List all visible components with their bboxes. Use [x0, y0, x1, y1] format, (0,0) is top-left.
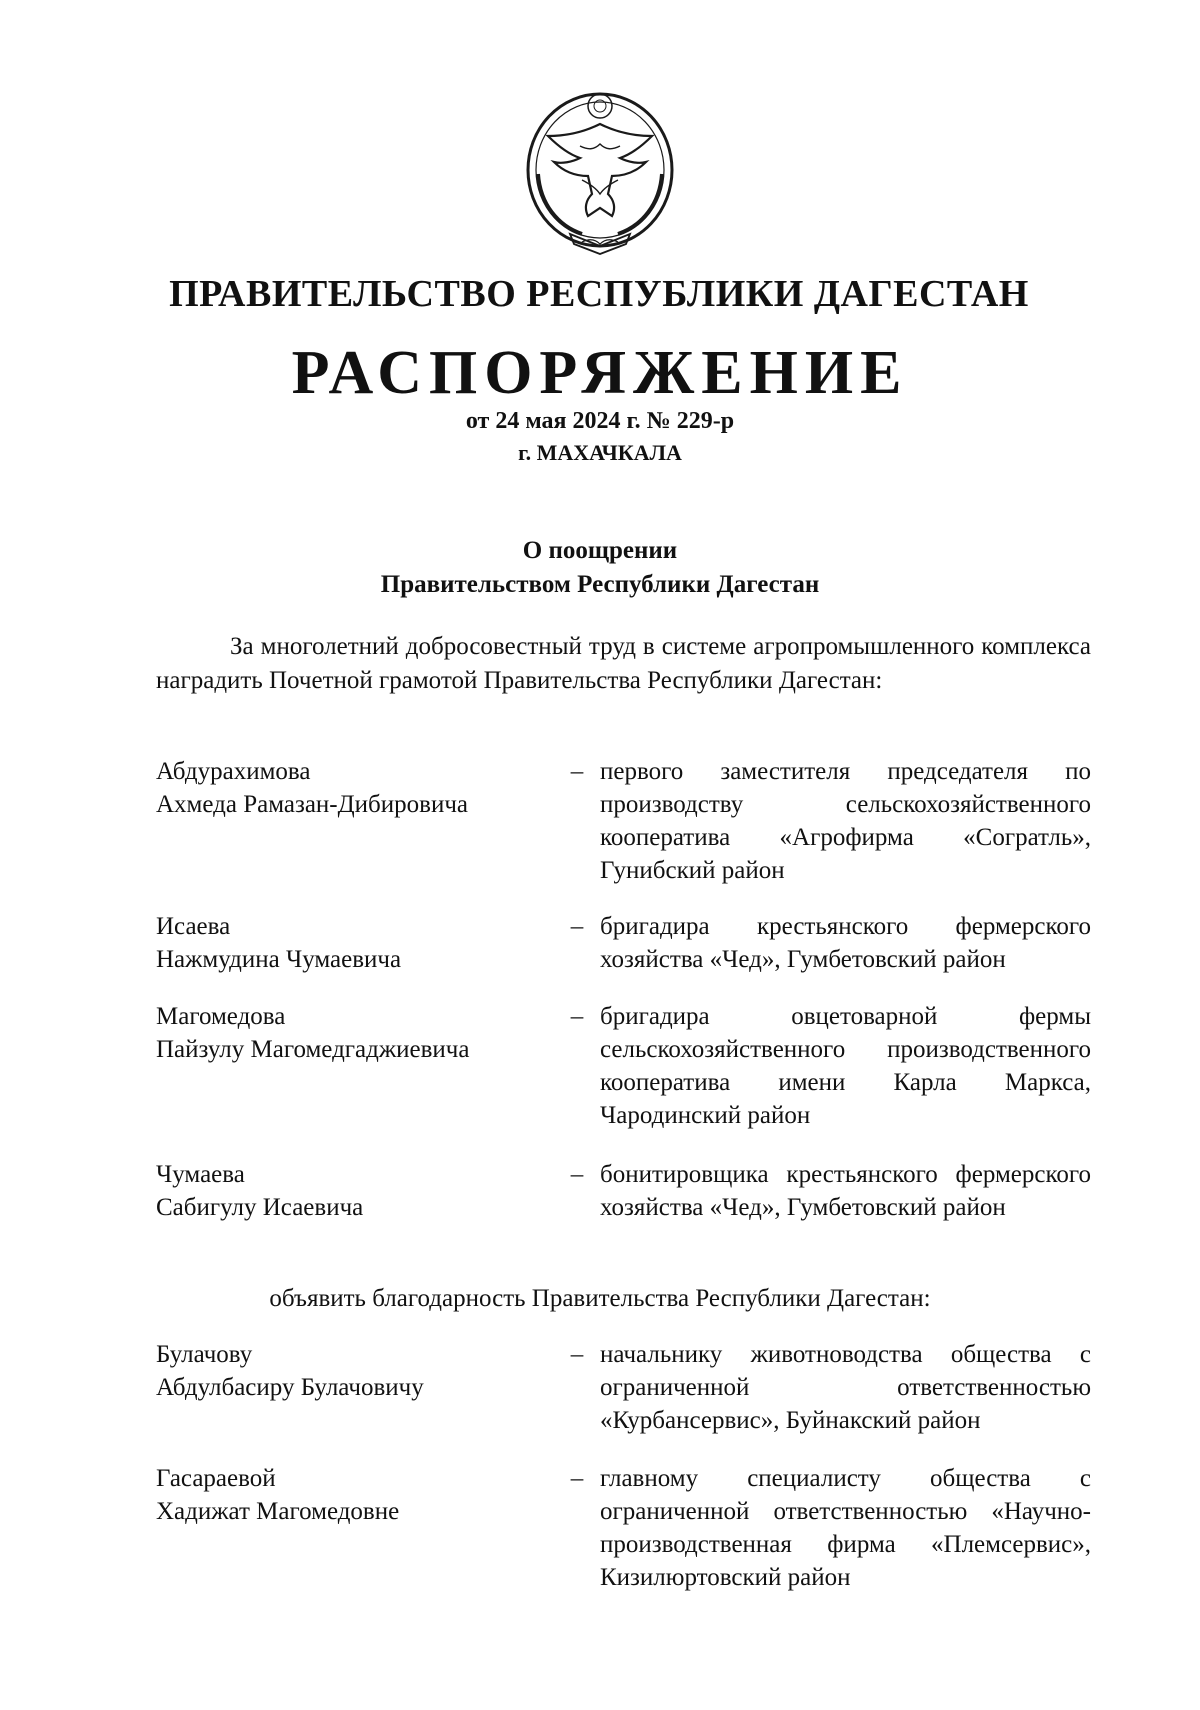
recipient-surname: Магомедова [156, 1003, 286, 1030]
thanks-entry [156, 1462, 1091, 1597]
recipient-name [156, 1158, 556, 1224]
recipient-position: первого заместителя председателя по производству сельскохозяйственного кооператива «Агрофирма «Согратль», Гунибский район [600, 758, 1091, 884]
recipient-surname: Исаева [156, 913, 231, 940]
document-date-number: от 24 мая 2024 г. № 229-р [465, 408, 735, 434]
intro-paragraph [156, 630, 1091, 698]
recipient-surname: Чумаева [156, 1161, 245, 1188]
entry-dash: – [570, 1161, 584, 1188]
recipient-name [156, 1462, 556, 1528]
recipient-name [156, 1338, 556, 1404]
government-title: ПРАВИТЕЛЬСТВО РЕСПУБЛИКИ ДАГЕСТАН [169, 273, 1029, 315]
document-subject [0, 534, 1200, 602]
intro-text: За многолетний добросовестный труд в системе агропромышленного комплекса наградить Почетной грамотой Правительства Республики Дагестан: [156, 633, 1091, 694]
recipient-given-name: Нажмудина Чумаевича [156, 946, 402, 973]
entry-dash: – [570, 758, 584, 785]
document-type-title: РАСПОРЯЖЕНИЕ [291, 339, 909, 407]
recipient-given-name: Абдулбасиру Булачовичу [156, 1374, 424, 1401]
entry-dash: – [570, 1003, 584, 1030]
recipient-position: бонитировщика крестьянского фермерского хозяйства «Чед», Гумбетовский район [600, 1161, 1091, 1221]
award-entry [156, 1158, 1091, 1263]
recipient-given-name: Ахмеда Рамазан-Дибировича [156, 791, 469, 818]
recipient-given-name: Сабигулу Исаевича [156, 1194, 364, 1221]
recipient-position: бригадира овцетоварной фермы сельскохозяйственного производственного кооператива имени Карла Маркса, Чародинский район [600, 1003, 1091, 1129]
subject-line: Правительством Республики Дагестан [380, 571, 820, 598]
entry-dash: – [570, 1465, 584, 1492]
award-entry [156, 755, 1091, 890]
recipient-surname: Булачову [156, 1341, 253, 1368]
entry-dash: – [570, 1341, 584, 1368]
recipient-given-name: Хадижат Магомедовне [156, 1498, 400, 1525]
dagestan-coat-of-arms-icon [510, 84, 690, 264]
recipient-name [156, 755, 556, 821]
recipient-name [156, 910, 556, 976]
award-entry [156, 1000, 1091, 1135]
recipient-surname: Гасараевой [156, 1465, 276, 1492]
entry-dash: – [570, 913, 584, 940]
recipient-surname: Абдурахимова [156, 758, 311, 785]
recipient-name [156, 1000, 556, 1066]
recipient-given-name: Пайзулу Магомедгаджиевича [156, 1036, 470, 1063]
recipient-position: главному специалисту общества с ограниченной ответственностью «Научно-производственная фирма «Племсервис», Кизилюртовский район [600, 1465, 1091, 1591]
recipient-position: начальнику животноводства общества с ограниченной ответственностью «Курбансервис», Буйнакский район [600, 1341, 1091, 1434]
thanks-intro: объявить благодарность Правительства Республики Дагестан: [269, 1285, 931, 1312]
document-city: г. МАХАЧКАЛА [518, 440, 682, 465]
award-entry [156, 910, 1091, 980]
thanks-entry [156, 1338, 1091, 1443]
subject-line: О поощрении [522, 537, 678, 564]
recipient-position: бригадира крестьянского фермерского хозяйства «Чед», Гумбетовский район [600, 913, 1091, 973]
